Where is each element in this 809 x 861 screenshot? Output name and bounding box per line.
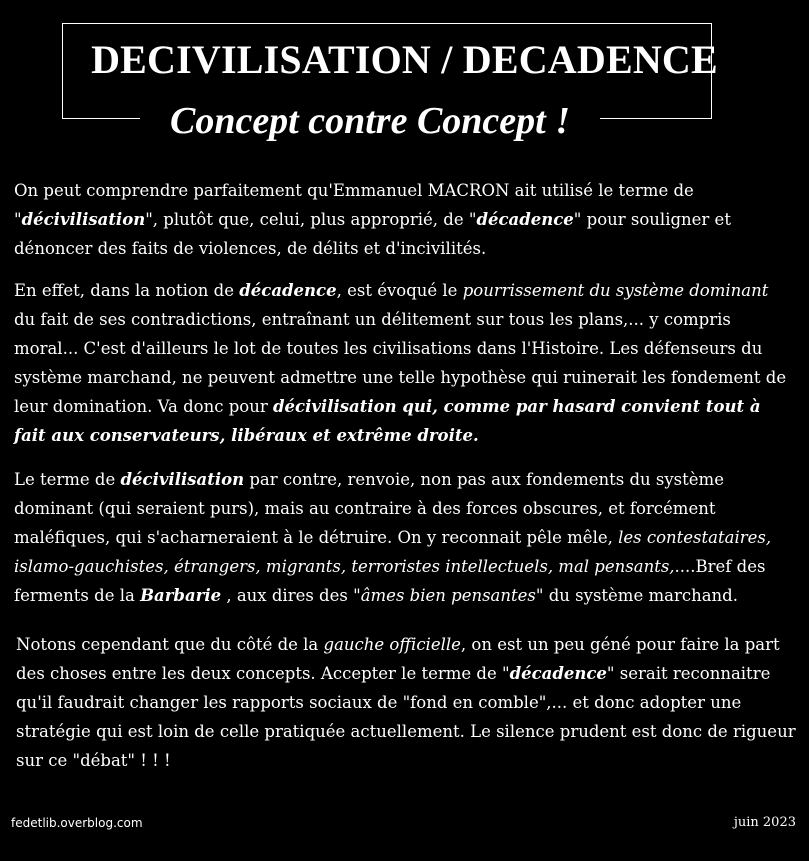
- p3-emph-barbarie: Barbarie: [140, 586, 222, 605]
- p1-text-1: On peut comprendre parfaitement qu'Emmanuel MACRON ait utilisé le terme de ": [14, 181, 694, 229]
- p2-text-1: En effet, dans la notion de: [14, 281, 240, 300]
- p3-text-2: par contre, renvoie, non pas aux fondements du système dominant (qui seraient purs), mais au contraire à des forces obscures, et forcément maléfiques, qui s'acharneraient à le détruire. On y reconnait pêle mêle,: [14, 470, 724, 547]
- p4-text-2: , on est un peu géné pour faire la part des choses entre les deux concepts. Accepter le terme de ": [16, 635, 780, 683]
- p3-text-4: , aux dires des ": [221, 586, 361, 605]
- p2-italic-pourrissement: pourrissement du système dominant: [462, 281, 769, 300]
- paragraph-3: [14, 465, 796, 610]
- p1-text-3: " pour souligner et dénoncer des faits de violences, de délits et d'incivilités.: [14, 210, 731, 258]
- p1-emph-decivilisation: décivilisation: [21, 210, 146, 229]
- paragraph-1: [14, 176, 794, 263]
- p2-emph-decadence: décadence: [239, 281, 337, 300]
- page-subtitle: Concept contre Concept !: [140, 98, 600, 144]
- p3-italic-list: les contestataires, islamo-gauchistes, étrangers, migrants, terroristes intellectuels, mal pensants,: [14, 528, 772, 576]
- p4-text-3: " serait reconnaitre qu'il faudrait changer les rapports sociaux de "fond en comble",... et donc adopter une stratégie qui est loin de celle pratiquée actuellement. Le silence prudent est donc de rigueur sur ce "débat" ! ! !: [16, 664, 796, 770]
- p3-text-3: ....Bref des ferments de la: [14, 557, 766, 605]
- p3-text-5: " du système marchand.: [535, 586, 738, 605]
- p2-text-3: du fait de ses contradictions, entraînant un délitement sur tous les plans,... y compris moral... C'est d'ailleurs le lot de toutes les civilisations dans l'Histoire. Les défenseurs du système marchand, ne peuvent admettre une telle hypothèse qui ruinerait les fondement de leur domination. Va donc pour: [14, 310, 787, 416]
- p4-text-1: Notons cependant que du côté de la: [16, 635, 324, 654]
- paragraph-4: [16, 630, 802, 775]
- footer-site: fedetlib.overblog.com: [11, 816, 143, 830]
- p1-emph-decadence: décadence: [476, 210, 574, 229]
- footer-date: juin 2023: [733, 815, 796, 830]
- p3-italic-ames: âmes bien pensantes: [360, 586, 536, 605]
- p2-emph-decivilisation: décivilisation qui, comme par hasard convient tout à fait aux conservateurs, libéraux et extrême droite.: [14, 397, 761, 445]
- p1-text-2: ", plutôt que, celui, plus approprié, de ": [145, 210, 477, 229]
- p4-emph-decadence: décadence: [509, 664, 607, 683]
- paragraph-2: [14, 276, 794, 450]
- p2-text-2: , est évoqué le: [336, 281, 463, 300]
- p3-text-1: Le terme de: [14, 470, 121, 489]
- page-title: DECIVILISATION / DECADENCE: [91, 37, 718, 82]
- p3-emph-decivilisation: décivilisation: [120, 470, 245, 489]
- p4-italic-gauche: gauche officielle: [323, 635, 461, 654]
